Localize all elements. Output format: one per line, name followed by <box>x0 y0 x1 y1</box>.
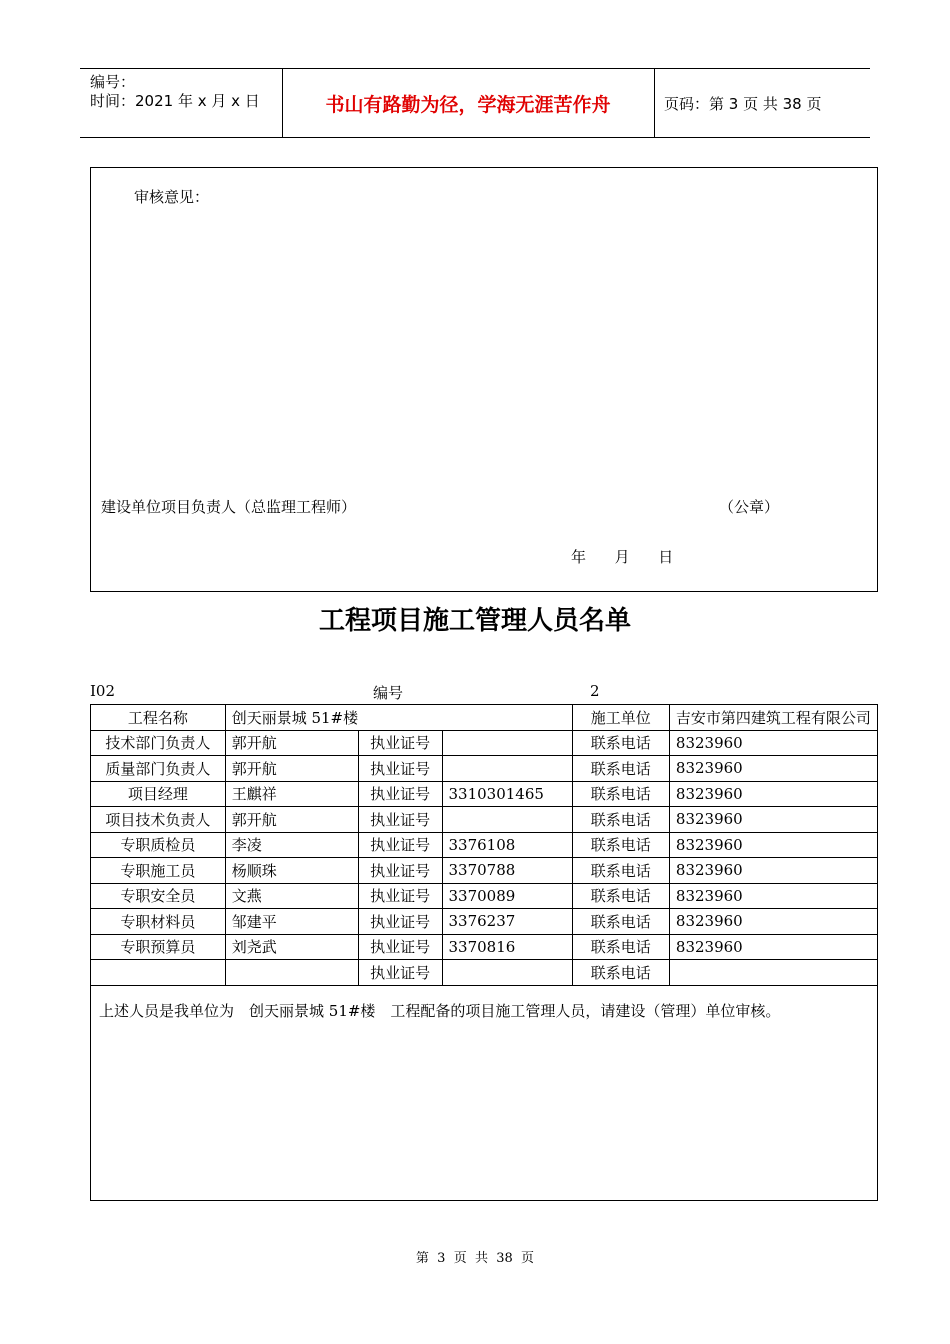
form-code: I02 <box>90 682 116 700</box>
review-box <box>90 167 878 592</box>
cert-number: 3370816 <box>442 934 572 960</box>
staff-role: 专职安全员 <box>91 883 226 909</box>
phone-number: 8323960 <box>669 934 877 960</box>
staff-name: 郭开航 <box>225 756 358 782</box>
cert-number: 3376237 <box>442 909 572 935</box>
cert-number: 3376108 <box>442 832 572 858</box>
phone-label: 联系电话 <box>572 934 669 960</box>
cert-label: 执业证号 <box>358 934 442 960</box>
staff-name: 李凌 <box>225 832 358 858</box>
table-row <box>91 960 878 986</box>
cert-label: 执业证号 <box>358 960 442 986</box>
cert-label: 执业证号 <box>358 781 442 807</box>
staff-name <box>225 960 358 986</box>
page-footer: 第 3 页 共 38 页 <box>415 1251 535 1266</box>
table-row <box>91 934 878 960</box>
staff-name: 郭开航 <box>225 807 358 833</box>
staff-role <box>91 960 226 986</box>
staff-role: 质量部门负责人 <box>91 756 226 782</box>
page-header <box>80 68 870 138</box>
header-divider <box>654 69 655 137</box>
submission-note: 上述人员是我单位为 创天丽景城 51#楼 工程配备的项目施工管理人员，请建设（管理）单位审核。 <box>91 985 878 1200</box>
construction-unit-value: 吉安市第四建筑工程有限公司 <box>669 705 877 731</box>
phone-number: 8323960 <box>669 858 877 884</box>
phone-label: 联系电话 <box>572 960 669 986</box>
staff-name: 文燕 <box>225 883 358 909</box>
header-time-label: 时间：2021 年 x 月 x 日 <box>90 92 260 110</box>
phone-label: 联系电话 <box>572 730 669 756</box>
cert-number <box>442 960 572 986</box>
staff-name: 邹建平 <box>225 909 358 935</box>
phone-number: 8323960 <box>669 832 877 858</box>
staff-role: 项目技术负责人 <box>91 807 226 833</box>
phone-number: 8323960 <box>669 883 877 909</box>
phone-label: 联系电话 <box>572 781 669 807</box>
phone-label: 联系电话 <box>572 909 669 935</box>
header-meta <box>90 73 260 111</box>
staff-table <box>90 704 878 1201</box>
phone-label: 联系电话 <box>572 756 669 782</box>
cert-number: 3370788 <box>442 858 572 884</box>
review-signer-label: 建设单位项目负责人（总监理工程师） <box>101 498 357 516</box>
header-number-label: 编号： <box>90 73 136 91</box>
table-row <box>91 909 878 935</box>
review-date-label: 年 月 日 <box>571 548 674 566</box>
phone-number: 8323960 <box>669 781 877 807</box>
phone-label: 联系电话 <box>572 858 669 884</box>
phone-label: 联系电话 <box>572 883 669 909</box>
cert-label: 执业证号 <box>358 730 442 756</box>
phone-label: 联系电话 <box>572 807 669 833</box>
header-motto: 书山有路勤为径，学海无涯苦作舟 <box>325 93 611 116</box>
phone-number: 8323960 <box>669 807 877 833</box>
document-title: 工程项目施工管理人员名单 <box>318 606 631 636</box>
staff-role: 专职施工员 <box>91 858 226 884</box>
phone-number: 8323960 <box>669 756 877 782</box>
construction-unit-label: 施工单位 <box>572 705 669 731</box>
cert-label: 执业证号 <box>358 858 442 884</box>
review-seal-label: （公章） <box>719 498 780 516</box>
header-page-info: 页码：第 3 页 共 38 页 <box>664 94 822 113</box>
staff-role: 技术部门负责人 <box>91 730 226 756</box>
cert-number: 3370089 <box>442 883 572 909</box>
cert-number <box>442 730 572 756</box>
staff-name: 杨顺珠 <box>225 858 358 884</box>
cert-number <box>442 807 572 833</box>
staff-role: 专职材料员 <box>91 909 226 935</box>
staff-name: 郭开航 <box>225 730 358 756</box>
project-name-label: 工程名称 <box>91 705 226 731</box>
staff-name: 王麒祥 <box>225 781 358 807</box>
note-row <box>91 985 878 1200</box>
project-row <box>91 705 878 731</box>
staff-name: 刘尧武 <box>225 934 358 960</box>
cert-label: 执业证号 <box>358 909 442 935</box>
table-row <box>91 807 878 833</box>
review-opinion-label: 审核意见： <box>134 188 210 206</box>
staff-role: 专职质检员 <box>91 832 226 858</box>
staff-role: 专职预算员 <box>91 934 226 960</box>
cert-number <box>442 756 572 782</box>
table-row <box>91 858 878 884</box>
project-name-value: 创天丽景城 51#楼 <box>225 705 572 731</box>
cert-label: 执业证号 <box>358 807 442 833</box>
cert-label: 执业证号 <box>358 883 442 909</box>
table-row <box>91 730 878 756</box>
cert-label: 执业证号 <box>358 832 442 858</box>
table-row <box>91 781 878 807</box>
number-value: 2 <box>590 682 600 700</box>
staff-role: 项目经理 <box>91 781 226 807</box>
table-row <box>91 883 878 909</box>
phone-label: 联系电话 <box>572 832 669 858</box>
table-row <box>91 832 878 858</box>
number-label: 编号 <box>373 684 404 702</box>
phone-number: 8323960 <box>669 730 877 756</box>
cert-label: 执业证号 <box>358 756 442 782</box>
table-row <box>91 756 878 782</box>
cert-number: 3310301465 <box>442 781 572 807</box>
phone-number <box>669 960 877 986</box>
phone-number: 8323960 <box>669 909 877 935</box>
